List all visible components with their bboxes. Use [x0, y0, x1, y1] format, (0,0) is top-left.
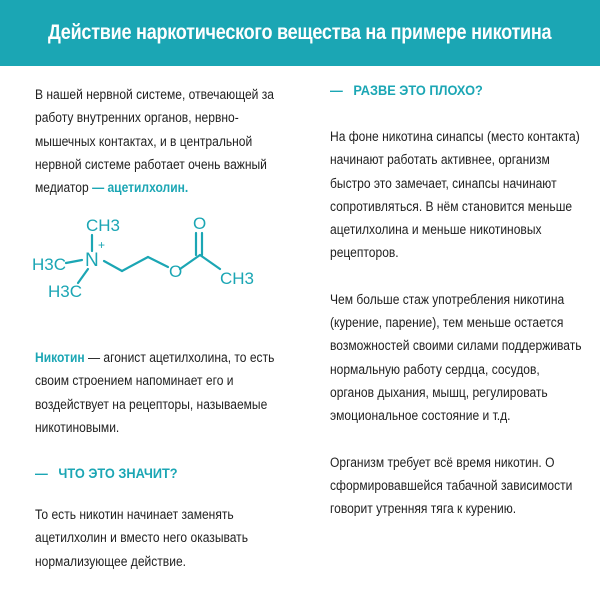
answer-section: [35, 503, 297, 573]
nitrogen-label: N: [85, 250, 99, 271]
intro-text: В нашей нервной системе, отвечающей за работу внутренних органов, нервно-мышечных контактах, и в центральной нервной системе работает очень важный медиатор: [35, 87, 274, 196]
nicotine-term: Никотин: [35, 350, 85, 365]
bond-o-c: [180, 255, 200, 269]
is-it-bad-heading: [330, 83, 560, 99]
bond-n-h3c-left: [66, 260, 82, 263]
what-it-means-heading-text: ЧТО ЭТО ЗНАЧИТ?: [58, 466, 178, 482]
bond-n-ch2: [104, 261, 122, 271]
what-it-means-section: [35, 466, 297, 482]
nicotine-section: [35, 346, 297, 439]
ester-oxygen-label: O: [169, 262, 183, 281]
right-column: [330, 83, 585, 520]
positive-charge-label: +: [98, 238, 106, 252]
answer-paragraph: То есть никотин начинает заменять ацетилхолин и вместо него оказывать нормализующее действие.: [35, 507, 248, 569]
bond-c-ch3: [200, 255, 220, 269]
bond-n-h3c-bottom: [78, 269, 88, 283]
acetylcholine-molecule-diagram: [30, 205, 270, 310]
h3c-bottom-label: H3C: [48, 282, 83, 301]
carbonyl-oxygen-label: O: [193, 214, 207, 233]
acetylcholine-highlight: — ацетилхолин.: [92, 180, 189, 196]
bond-ch2-ch2: [122, 257, 148, 271]
page-title: Действие наркотического вещества на примере никотина: [48, 21, 552, 44]
h3c-left-label: H3C: [32, 255, 67, 274]
intro-paragraph: [35, 83, 297, 199]
bond-ch2-o: [148, 257, 168, 267]
left-column: [35, 83, 297, 199]
experience-paragraph: Чем больше стаж употребления никотина (курение, парение), тем меньше остается возможностей своими силами поддерживать нормальную работу сердца, сосудов, органов дыхания, мышц, регулировать эмоциональное состояние и т.д.: [330, 291, 582, 424]
heading-dash: —: [330, 83, 343, 99]
ch3-top-label: CH3: [86, 216, 121, 235]
is-it-bad-heading-text: РАЗВЕ ЭТО ПЛОХО?: [353, 83, 483, 99]
nicotine-paragraph: [35, 346, 297, 439]
synapse-paragraph: На фоне никотина синапсы (место контакта) начинают работать активнее, организм быстро это замечает, синапсы начинают сопротивляться. В нём становится меньше ацетилхолина и меньше никотиновых рецепторов.: [330, 129, 580, 261]
what-it-means-heading: [35, 466, 271, 482]
nicotine-text: — агонист ацетилхолина, то есть своим строением напоминает его и воздействует на рецепторы, называемые никотиновыми.: [35, 350, 275, 435]
header-banner: [0, 0, 600, 66]
heading-dash: —: [35, 466, 48, 482]
dependence-paragraph: Организм требует всё время никотин. О сформировавшейся табачной зависимости говорит утренняя тяга к курению.: [330, 454, 573, 517]
ch3-right-label: CH3: [220, 269, 255, 288]
